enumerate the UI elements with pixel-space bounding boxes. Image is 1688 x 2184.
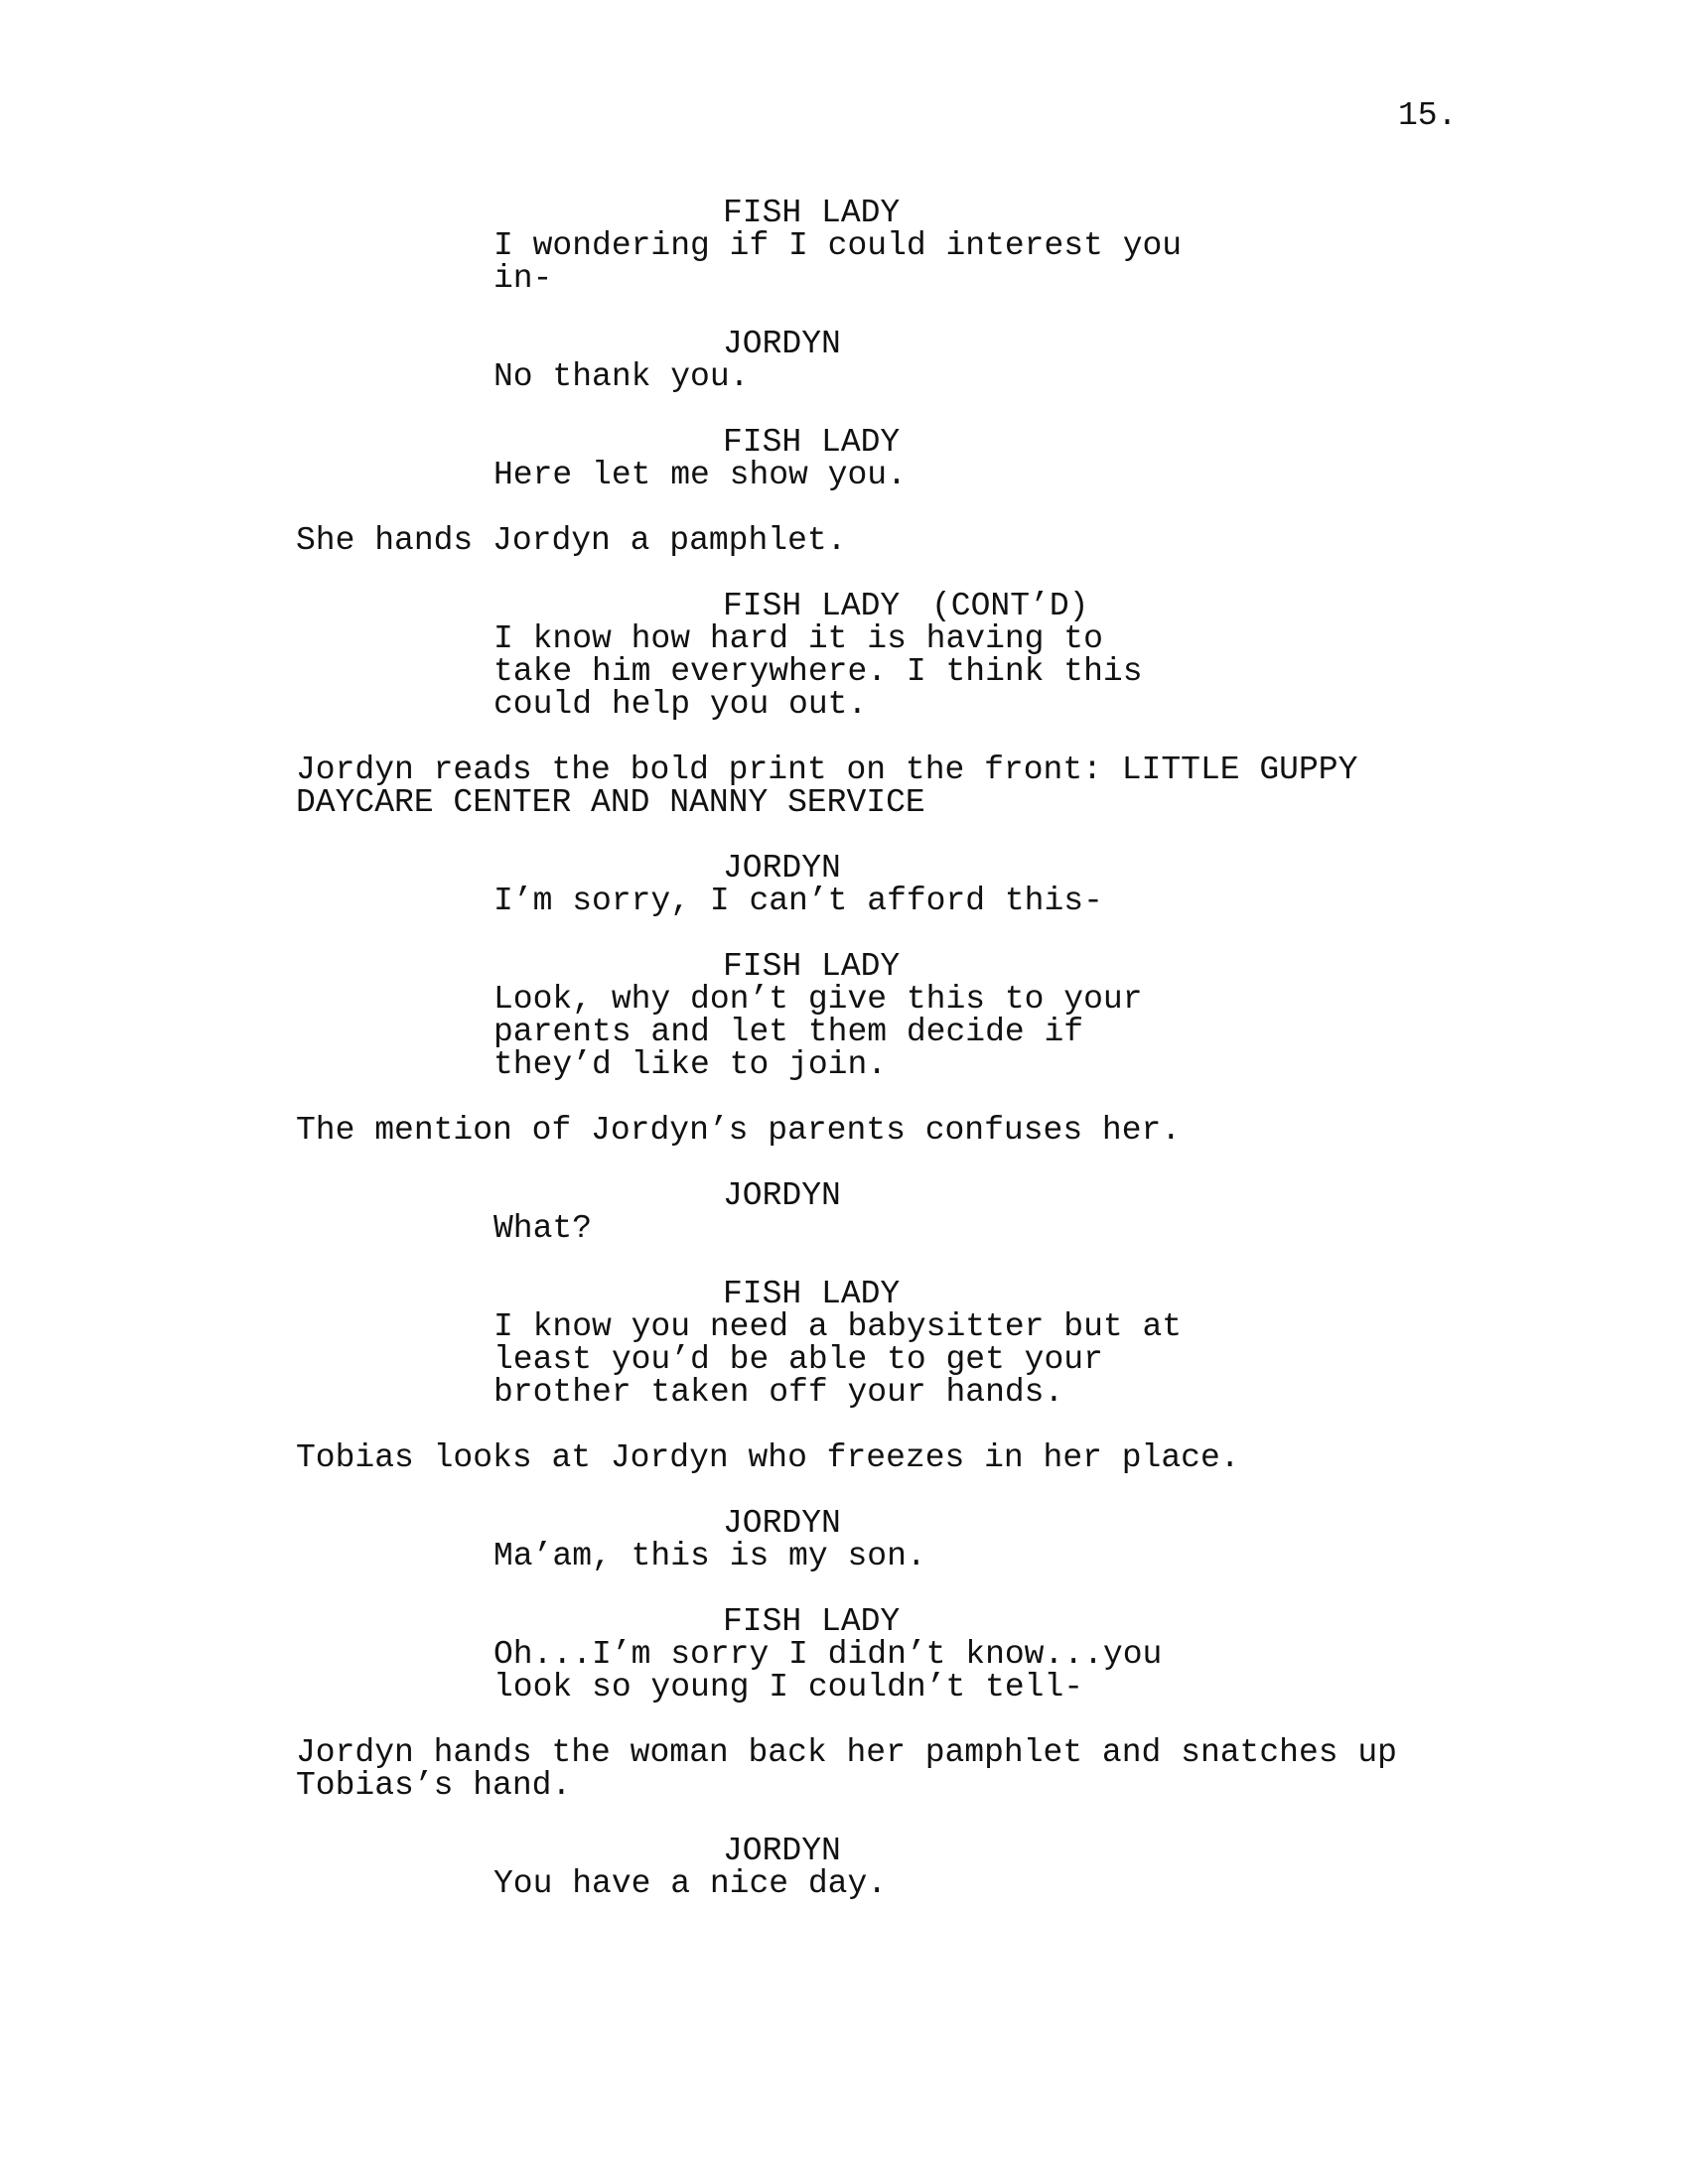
- dialogue-line: in-: [493, 260, 553, 297]
- character-cue: JORDYN: [723, 1177, 841, 1214]
- action-line: Jordyn reads the bold print on the front: LITTLE GUPPY: [296, 751, 1358, 788]
- character-cue: JORDYN: [723, 1833, 841, 1869]
- character-cue: JORDYN: [723, 1505, 841, 1542]
- character-cue: FISH LADY: [723, 588, 901, 624]
- character-cue: FISH LADY: [723, 424, 901, 461]
- action-line: Tobias’s hand.: [296, 1767, 572, 1804]
- dialogue-line: I’m sorry, I can’t afford this-: [493, 883, 1103, 919]
- dialogue-line: least you’d be able to get your: [493, 1341, 1103, 1378]
- dialogue-line: Look, why don’t give this to your: [493, 981, 1143, 1018]
- page-number: 15.: [1398, 97, 1458, 134]
- dialogue-line: brother taken off your hands.: [493, 1374, 1064, 1411]
- dialogue-line: Oh...I’m sorry I didn’t know...you: [493, 1636, 1163, 1673]
- dialogue-line: I wondering if I could interest you: [493, 227, 1183, 264]
- dialogue-line: You have a nice day.: [493, 1865, 888, 1902]
- character-cue: JORDYN: [723, 850, 841, 887]
- action-line: DAYCARE CENTER AND NANNY SERVICE: [296, 784, 925, 821]
- dialogue-line: What?: [493, 1210, 593, 1247]
- dialogue-line: parents and let them decide if: [493, 1014, 1084, 1050]
- dialogue-line: look so young I couldn’t tell-: [493, 1669, 1084, 1706]
- character-cue: FISH LADY: [723, 948, 901, 985]
- action-line: Jordyn hands the woman back her pamphlet and snatches up: [296, 1734, 1397, 1771]
- dialogue-line: I know how hard it is having to: [493, 620, 1103, 657]
- character-cue: FISH LADY: [723, 195, 901, 231]
- character-cue: JORDYN: [723, 326, 841, 362]
- character-cue: FISH LADY: [723, 1603, 901, 1640]
- action-line: She hands Jordyn a pamphlet.: [296, 522, 847, 559]
- action-line: The mention of Jordyn’s parents confuses her.: [296, 1112, 1182, 1149]
- dialogue-line: could help you out.: [493, 686, 868, 723]
- dialogue-line: Ma’am, this is my son.: [493, 1538, 926, 1574]
- character-cue: FISH LADY: [723, 1276, 901, 1312]
- dialogue-line: take him everywhere. I think this: [493, 653, 1143, 690]
- character-extension: (CONT’D): [931, 588, 1089, 624]
- action-line: Tobias looks at Jordyn who freezes in her place.: [296, 1439, 1240, 1476]
- dialogue-line: Here let me show you.: [493, 457, 907, 493]
- dialogue-line: No thank you.: [493, 358, 750, 395]
- dialogue-line: they’d like to join.: [493, 1046, 888, 1083]
- dialogue-line: I know you need a babysitter but at: [493, 1308, 1183, 1345]
